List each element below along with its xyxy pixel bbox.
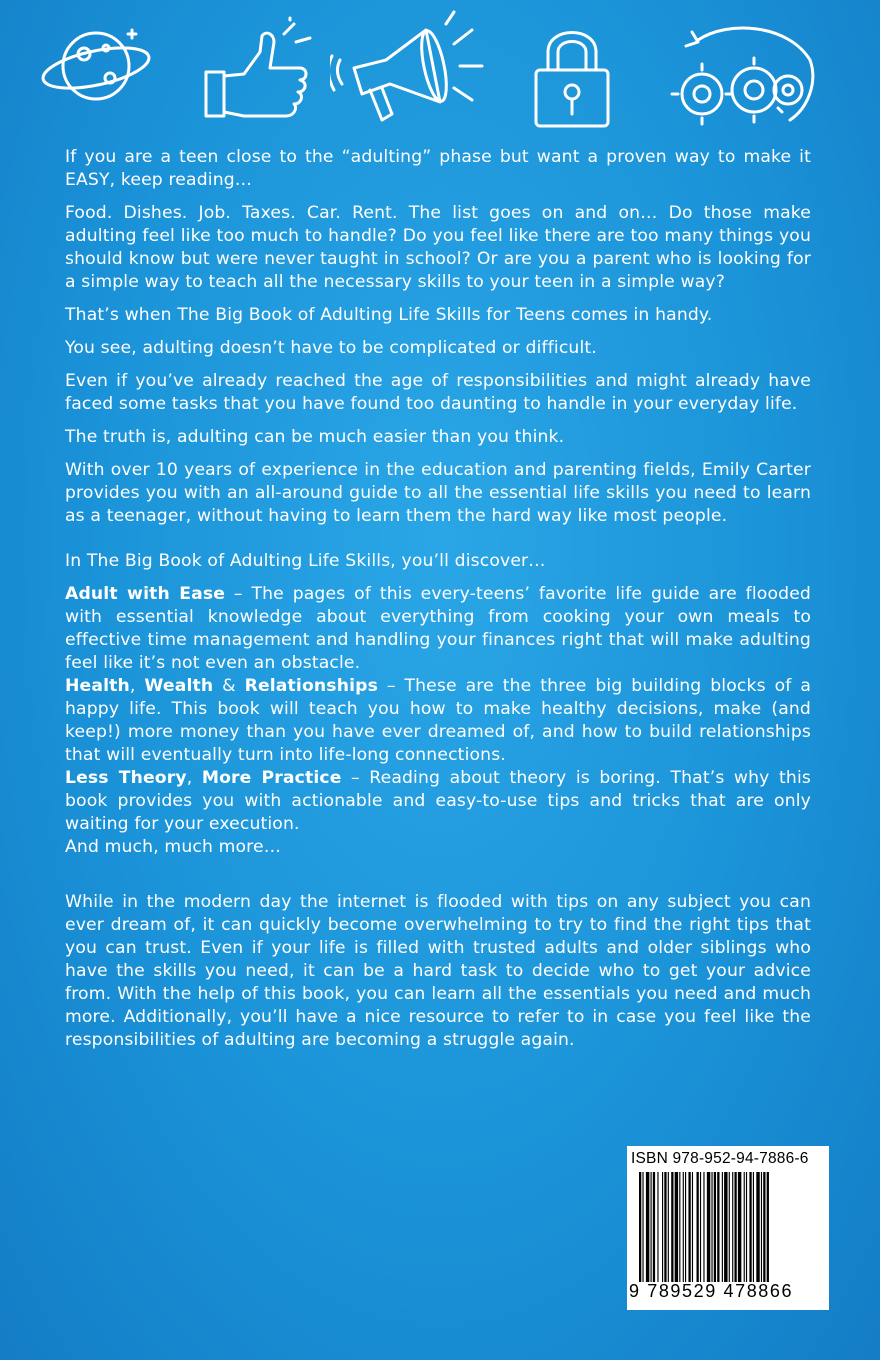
feature-separator: &	[213, 676, 245, 696]
isbn-digits: 9 789529 478866	[629, 1281, 794, 1301]
barcode-bar	[734, 1172, 736, 1282]
barcode-bar	[711, 1172, 712, 1282]
barcode-bar	[700, 1172, 701, 1282]
feature-less-theory-more-practice	[65, 767, 811, 836]
barcode-bar	[714, 1172, 716, 1282]
barcode-bar	[703, 1172, 704, 1282]
barcode-bar	[738, 1172, 741, 1282]
feature-separator: ,	[129, 676, 145, 696]
paragraph-responsibilities: Even if you’ve already reached the age of responsibilities and might already have faced some tasks that you have found too daunting to handle in your everyday life.	[65, 371, 811, 414]
barcode-bar	[753, 1172, 754, 1282]
barcode-bar	[697, 1172, 699, 1282]
barcode-bar	[724, 1172, 727, 1282]
feature-title-relationships: Relationships	[244, 676, 378, 696]
intro-paragraph: If you are a teen close to the “adulting” phase but want a proven way to make it EASY, keep reading…	[65, 147, 811, 190]
barcode-bar	[639, 1172, 641, 1282]
feature-title-health: Health	[65, 676, 130, 696]
barcode-bar	[653, 1172, 655, 1282]
closing-paragraph: While in the modern day the internet is flooded with tips on any subject you can ever dream of, it can quickly become overwhelming to try to find the right tips that you can trust. Even if your life is filled with trusted adults and older siblings who have the skills you need, it can be a hard task to decide who to get your advice from. With the help of this book, you can learn all the essentials you need and much more. Additionally, you’ll have a nice resource to refer to in case you feel like the responsibilities of adulting are becoming a struggle again.	[65, 892, 811, 1050]
barcode-bar	[683, 1172, 684, 1282]
barcode-bar	[668, 1172, 669, 1282]
feature-adult-with-ease	[65, 583, 811, 675]
barcode-bar	[761, 1172, 762, 1282]
isbn-barcode	[627, 1146, 829, 1310]
barcode-bar	[756, 1172, 759, 1282]
feature-title-wealth: Wealth	[144, 676, 214, 696]
paragraph-experience: With over 10 years of experience in the education and parenting fields, Emily Carter provides you with an all-around guide to all the essential life skills you need to learn as a teenager, without having to learn them the hard way like most people.	[65, 460, 811, 526]
paragraph-not-complicated: You see, adulting doesn’t have to be complicated or difficult.	[65, 338, 597, 358]
barcode-bar	[679, 1172, 680, 1282]
padlock-icon	[520, 20, 630, 134]
feature-text: – The pages of this every-teens’ favorite life guide are flooded with essential knowledge about everything from cooking your own meals to effective time management and handling your finances right that will make adulting feel like it’s not even an obstacle.	[65, 584, 811, 673]
feature-separator: ,	[186, 768, 202, 788]
thumbs-up-icon	[200, 16, 320, 130]
barcode-bar	[646, 1172, 649, 1282]
barcode-bar	[707, 1172, 710, 1282]
barcode-bar	[662, 1172, 663, 1282]
barcode-bar	[746, 1172, 747, 1282]
feature-text: – These are the three big building blocks of a happy life. This book will teach you how to make healthy decisions, make (and keep!) more money than you have ever dreamed of, and how to build relationships that will eventually turn into life-long connections.	[65, 676, 811, 765]
gears-icon	[658, 20, 820, 139]
barcode-bar	[692, 1172, 693, 1282]
paragraph-comes-in-handy: That’s when The Big Book of Adulting Life Skills for Teens comes in handy.	[65, 305, 713, 325]
discover-intro: In The Big Book of Adulting Life Skills, you’ll discover…	[65, 551, 546, 571]
back-cover-text	[65, 146, 811, 1062]
isbn-label: ISBN 978-952-94-7886-6	[631, 1150, 809, 1167]
barcode-bar	[722, 1172, 723, 1282]
barcode-bar	[657, 1172, 658, 1282]
barcode-bar	[642, 1172, 643, 1282]
barcode-bar	[675, 1172, 678, 1282]
barcode-bar	[729, 1172, 730, 1282]
and-much-more: And much, much more…	[65, 837, 282, 857]
barcode-bar	[767, 1172, 769, 1282]
feature-text: – Reading about theory is boring. That’s why this book provides you with actionable and easy-to-use tips and tricks that are only waiting for your execution.	[65, 768, 811, 834]
barcode-bar	[763, 1172, 765, 1282]
icon-strip	[40, 10, 820, 130]
feature-title-more-practice: More Practice	[201, 768, 342, 788]
barcode-bar	[717, 1172, 719, 1282]
barcode-bar	[744, 1172, 745, 1282]
feature-health-wealth-relationships	[65, 675, 811, 767]
megaphone-icon	[330, 10, 490, 134]
barcode-bar	[651, 1172, 652, 1282]
barcode-bar	[664, 1172, 666, 1282]
barcode-bar	[732, 1172, 733, 1282]
feature-title: Adult with Ease	[65, 584, 226, 604]
paragraph-truth: The truth is, adulting can be much easier than you think.	[65, 427, 565, 447]
barcode-bar	[685, 1172, 686, 1282]
paragraph-food-dishes: Food. Dishes. Job. Taxes. Car. Rent. The list goes on and on… Do those make adulting feel like too much to handle? Do you feel like there are too many things you should know but were never taught in school? Or are you a parent who is looking for a simple way to teach all the necessary skills to your teen in a simple way?	[65, 203, 811, 292]
barcode-bar	[688, 1172, 690, 1282]
barcode-bar	[671, 1172, 673, 1282]
barcode-bar	[749, 1172, 751, 1282]
planet-icon	[40, 16, 152, 120]
feature-title-less-theory: Less Theory	[65, 768, 187, 788]
barcode-bars	[639, 1172, 819, 1282]
